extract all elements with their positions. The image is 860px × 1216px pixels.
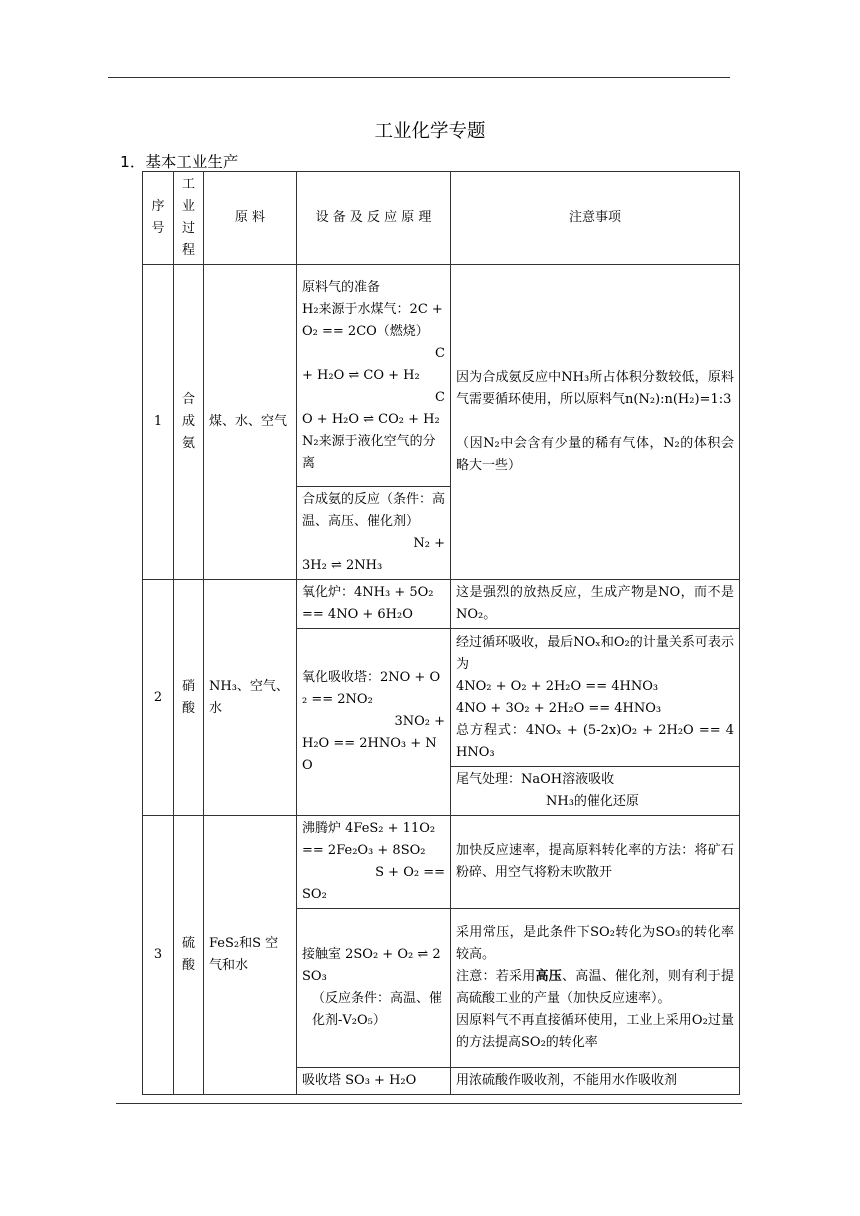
header-equipment: 设 备 及 反 应 原 理	[297, 172, 451, 265]
page-title: 工业化学专题	[374, 121, 486, 142]
row2-notes-tailgas: 尾气处理：NaOH溶液吸收 NH₃的催化还原	[451, 767, 740, 816]
row3-equation-absorber: 吸收塔 SO₃ + H₂O	[297, 1068, 451, 1095]
industrial-production-table	[142, 171, 740, 1095]
row3-seq: 3	[143, 816, 174, 1095]
row1-materials: 煤、水、空气	[204, 265, 297, 580]
row2-notes-oxidizer: 这是强烈的放热反应，生成产物是NO，而不是NO₂。	[451, 580, 740, 629]
row3-notes-furnace: 加快反应速率，提高原料转化率的方法：将矿石粉碎、用空气将粉末吹散开	[451, 816, 740, 909]
table-row	[143, 816, 740, 909]
row2-materials: NH₃、空气、水	[204, 580, 297, 816]
row2-equation-absorber: 氧化吸收塔：2NO + O₂ == 2NO₂ 3NO₂ + H₂O == 2HNO₃ + NO	[297, 629, 451, 816]
table-header-row	[143, 172, 740, 265]
row1-equation-feedgas: 原料气的准备 H₂来源于水煤气：2C + O₂ == 2CO（燃烧） C + H₂O ⇌ CO + H₂ C O + H₂O ⇌ CO₂ + H₂ N₂来源于液化空气的分离	[297, 265, 451, 487]
row3-process: 硫 酸	[174, 816, 204, 1095]
row2-equation-oxidizer: 氧化炉：4NH₃ + 5O₂ == 4NO + 6H₂O	[297, 580, 451, 629]
row1-process: 合 成 氨	[174, 265, 204, 580]
header-process: 工 业 过 程	[174, 172, 204, 265]
footer-rule	[116, 1103, 742, 1104]
row1-equation-synthesis: 合成氨的反应（条件：高温、高压、催化剂） N₂ + 3H₂ ⇌ 2NH₃	[297, 487, 451, 580]
header-materials: 原 料	[204, 172, 297, 265]
table-row	[143, 580, 740, 629]
table-row	[143, 265, 740, 487]
row2-seq: 2	[143, 580, 174, 816]
header-rule	[108, 77, 730, 78]
row3-notes-absorber: 用浓硫酸作吸收剂，不能用水作吸收剂	[451, 1068, 740, 1095]
header-seq: 序 号	[143, 172, 174, 265]
row2-process: 硝 酸	[174, 580, 204, 816]
row2-notes-absorber: 经过循环吸收，最后NOₓ和O₂的计量关系可表示为 4NO₂ + O₂ + 2H₂O == 4HNO₃ 4NO + 3O₂ + 2H₂O == 4HNO₃ 总方程式：4NOₓ + (5-2x)O₂ + 2H₂O == 4HNO₃	[451, 629, 740, 767]
section-title: 1．基本工业生产	[120, 153, 239, 171]
row3-materials: FeS₂和S 空气和水	[204, 816, 297, 1095]
emphasis-high-pressure: 高压	[535, 969, 562, 984]
header-notes: 注意事项	[451, 172, 740, 265]
row3-notes-contact: 采用常压，是此条件下SO₂转化为SO₃的转化率较高。 注意：若采用高压、高温、催化剂，则有利于提高硫酸工业的产量（加快反应速率）。 因原料气不再直接循环使用，工业上采用O₂过量的方法提高SO₂的转化率	[451, 909, 740, 1068]
row1-notes: 因为合成氨反应中NH₃所占体积分数较低，原料气需要循环使用，所以原料气n(N₂):n(H₂)=1:3 （因N₂中会含有少量的稀有气体，N₂的体积会略大一些）	[451, 265, 740, 580]
row3-equation-furnace: 沸腾炉 4FeS₂ + 11O₂ == 2Fe₂O₃ + 8SO₂ S + O₂ == SO₂	[297, 816, 451, 909]
row3-equation-contact: 接触室 2SO₂ + O₂ ⇌ 2SO₃ （反应条件：高温、催化剂-V₂O₅）	[297, 909, 451, 1068]
row1-seq: 1	[143, 265, 174, 580]
